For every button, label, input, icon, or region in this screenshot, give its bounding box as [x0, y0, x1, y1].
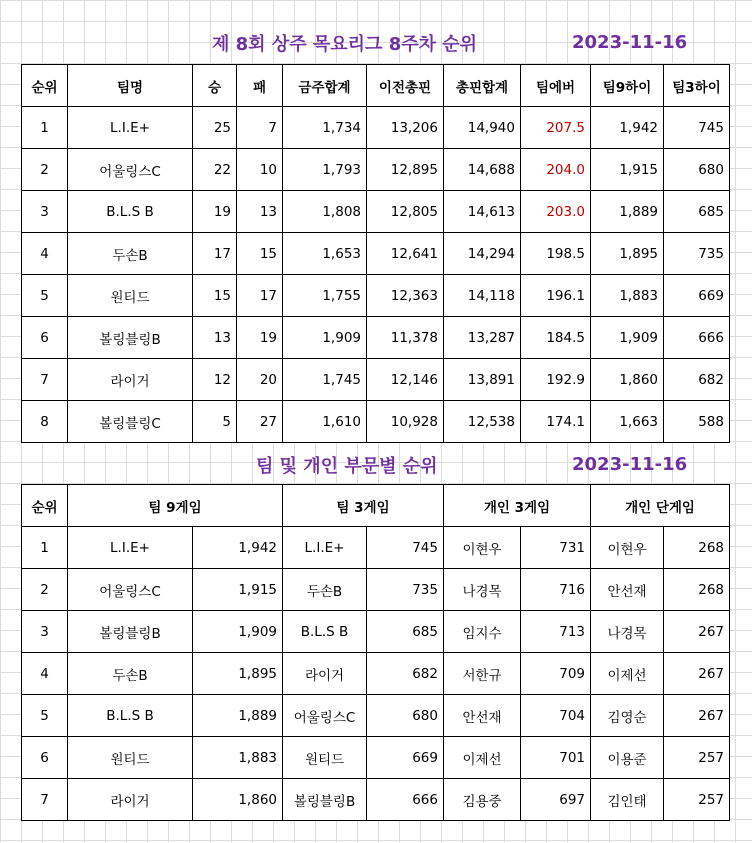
cell-team-avg: 207.5	[521, 107, 591, 149]
cell-rank: 6	[22, 317, 68, 359]
cell-prev-pins: 12,805	[367, 191, 444, 233]
cell-team9-score: 1,915	[193, 569, 283, 611]
cell-team3-score: 685	[367, 611, 444, 653]
cell-team9-score: 1,889	[193, 695, 283, 737]
cell-indiv-single-name: 이용준	[591, 737, 664, 779]
cell-team9-high: 1,663	[591, 401, 664, 443]
cell-team-avg: 196.1	[521, 275, 591, 317]
cell-team9-name: 볼링블링B	[68, 611, 193, 653]
cell-team9-name: 어울링스C	[68, 569, 193, 611]
cell-team-avg: 174.1	[521, 401, 591, 443]
cell-total-pins: 14,688	[444, 149, 521, 191]
league-date: 2023-11-16	[572, 32, 688, 53]
cell-losses: 10	[237, 149, 283, 191]
cell-indiv-single-name: 안선재	[591, 569, 664, 611]
cell-team3-name: 원티드	[283, 737, 367, 779]
cell-indiv-single-score: 267	[664, 611, 730, 653]
header-losses: 패	[237, 65, 283, 107]
cell-rank: 2	[22, 149, 68, 191]
cell-team9-high: 1,915	[591, 149, 664, 191]
table-row	[22, 191, 730, 233]
cell-team3-name: L.I.E+	[283, 527, 367, 569]
cell-wins: 15	[193, 275, 237, 317]
cell-rank: 1	[22, 527, 68, 569]
cell-total-pins: 12,538	[444, 401, 521, 443]
header-team-avg: 팀에버	[521, 65, 591, 107]
standings-table	[21, 64, 730, 443]
cell-team9-score: 1,860	[193, 779, 283, 821]
cell-team9-name: 라이거	[68, 779, 193, 821]
table-row	[22, 275, 730, 317]
cell-team3-high: 680	[664, 149, 730, 191]
cell-team3-high: 682	[664, 359, 730, 401]
cell-team9-score: 1,942	[193, 527, 283, 569]
cell-team3-name: B.L.S B	[283, 611, 367, 653]
cell-team-avg: 204.0	[521, 149, 591, 191]
cell-wins: 13	[193, 317, 237, 359]
cell-team3-score: 735	[367, 569, 444, 611]
cell-team3-high: 685	[664, 191, 730, 233]
cell-losses: 19	[237, 317, 283, 359]
table-row	[22, 359, 730, 401]
category-header-row	[22, 485, 730, 527]
cell-team9-high: 1,909	[591, 317, 664, 359]
header-indiv3: 개인 3게임	[444, 485, 591, 527]
cell-prev-pins: 12,641	[367, 233, 444, 275]
cell-rank: 5	[22, 275, 68, 317]
cell-wins: 25	[193, 107, 237, 149]
cell-losses: 20	[237, 359, 283, 401]
cell-team-avg: 184.5	[521, 317, 591, 359]
cell-team-avg: 203.0	[521, 191, 591, 233]
table-row	[22, 527, 730, 569]
cell-total-pins: 14,118	[444, 275, 521, 317]
cell-team9-high: 1,860	[591, 359, 664, 401]
cell-indiv3-name: 김용중	[444, 779, 521, 821]
cell-team-avg: 192.9	[521, 359, 591, 401]
cell-team9-name: B.L.S B	[68, 695, 193, 737]
cell-indiv3-name: 이제선	[444, 737, 521, 779]
cell-team: L.I.E+	[68, 107, 193, 149]
cell-rank: 2	[22, 569, 68, 611]
table-row	[22, 107, 730, 149]
cell-week-total: 1,808	[283, 191, 367, 233]
cell-losses: 27	[237, 401, 283, 443]
cell-indiv3-name: 나경목	[444, 569, 521, 611]
cell-team3-high: 666	[664, 317, 730, 359]
cell-rank: 3	[22, 611, 68, 653]
table-row	[22, 653, 730, 695]
cell-team3-high: 669	[664, 275, 730, 317]
cell-week-total: 1,734	[283, 107, 367, 149]
cell-team9-name: L.I.E+	[68, 527, 193, 569]
cell-team3-score: 745	[367, 527, 444, 569]
cell-team: 라이거	[68, 359, 193, 401]
cell-prev-pins: 12,895	[367, 149, 444, 191]
header-total-pins: 총핀합계	[444, 65, 521, 107]
cell-team: 볼링블링B	[68, 317, 193, 359]
cell-team3-score: 680	[367, 695, 444, 737]
cell-total-pins: 14,613	[444, 191, 521, 233]
table-row	[22, 695, 730, 737]
cell-indiv3-name: 안선재	[444, 695, 521, 737]
table-row	[22, 149, 730, 191]
cell-prev-pins: 12,363	[367, 275, 444, 317]
cell-total-pins: 13,891	[444, 359, 521, 401]
table-row	[22, 737, 730, 779]
cell-indiv-single-score: 257	[664, 737, 730, 779]
header-team9-high: 팀9하이	[591, 65, 664, 107]
league-title: 제 8회 상주 목요리그 8주차 순위	[212, 34, 478, 55]
cell-losses: 15	[237, 233, 283, 275]
cell-team9-high: 1,889	[591, 191, 664, 233]
cell-rank: 4	[22, 653, 68, 695]
cell-team3-high: 735	[664, 233, 730, 275]
cell-indiv3-score: 716	[521, 569, 591, 611]
cell-wins: 17	[193, 233, 237, 275]
cell-week-total: 1,745	[283, 359, 367, 401]
cell-indiv-single-score: 268	[664, 569, 730, 611]
cell-team: 어울링스C	[68, 149, 193, 191]
cell-losses: 13	[237, 191, 283, 233]
table-row	[22, 611, 730, 653]
table-row	[22, 233, 730, 275]
cell-total-pins: 14,294	[444, 233, 521, 275]
header-prev-pins: 이전총핀	[367, 65, 444, 107]
cell-team3-high: 745	[664, 107, 730, 149]
header-team9: 팀 9게임	[68, 485, 283, 527]
cell-team9-score: 1,895	[193, 653, 283, 695]
cell-team9-score: 1,909	[193, 611, 283, 653]
cell-indiv-single-score: 267	[664, 695, 730, 737]
cell-indiv3-name: 이현우	[444, 527, 521, 569]
header-week-total: 금주합계	[283, 65, 367, 107]
cell-team: 볼링블링C	[68, 401, 193, 443]
cell-indiv-single-name: 이제선	[591, 653, 664, 695]
cell-team3-name: 라이거	[283, 653, 367, 695]
cell-team9-score: 1,883	[193, 737, 283, 779]
category-date: 2023-11-16	[572, 454, 688, 475]
table-row	[22, 569, 730, 611]
cell-prev-pins: 12,146	[367, 359, 444, 401]
cell-indiv3-score: 697	[521, 779, 591, 821]
cell-week-total: 1,653	[283, 233, 367, 275]
cell-rank: 6	[22, 737, 68, 779]
cell-indiv3-score: 713	[521, 611, 591, 653]
cell-indiv-single-name: 김영순	[591, 695, 664, 737]
cell-indiv3-score: 701	[521, 737, 591, 779]
header-team3-high: 팀3하이	[664, 65, 730, 107]
cell-wins: 12	[193, 359, 237, 401]
category-table	[21, 484, 730, 821]
cell-indiv3-score: 709	[521, 653, 591, 695]
cell-wins: 5	[193, 401, 237, 443]
cell-indiv-single-score: 268	[664, 527, 730, 569]
cell-indiv3-score: 731	[521, 527, 591, 569]
header-rank: 순위	[22, 65, 68, 107]
cell-rank: 4	[22, 233, 68, 275]
cell-rank: 7	[22, 779, 68, 821]
cell-week-total: 1,610	[283, 401, 367, 443]
cell-week-total: 1,755	[283, 275, 367, 317]
cell-team3-name: 어울링스C	[283, 695, 367, 737]
cell-prev-pins: 11,378	[367, 317, 444, 359]
header-indiv-single: 개인 단게임	[591, 485, 730, 527]
cell-week-total: 1,793	[283, 149, 367, 191]
cell-indiv3-score: 704	[521, 695, 591, 737]
category-title: 팀 및 개인 부문별 순위	[256, 456, 438, 477]
cell-wins: 19	[193, 191, 237, 233]
cell-indiv-single-score: 267	[664, 653, 730, 695]
cell-rank: 3	[22, 191, 68, 233]
cell-team3-score: 682	[367, 653, 444, 695]
cell-rank: 7	[22, 359, 68, 401]
cell-losses: 17	[237, 275, 283, 317]
cell-team9-name: 원티드	[68, 737, 193, 779]
cell-week-total: 1,909	[283, 317, 367, 359]
header-rank: 순위	[22, 485, 68, 527]
standings-header-row	[22, 65, 730, 107]
cell-team9-high: 1,883	[591, 275, 664, 317]
cell-rank: 1	[22, 107, 68, 149]
cell-team: 두손B	[68, 233, 193, 275]
cell-team3-score: 669	[367, 737, 444, 779]
cell-team: 원티드	[68, 275, 193, 317]
cell-team3-name: 볼링블링B	[283, 779, 367, 821]
cell-team3-high: 588	[664, 401, 730, 443]
cell-indiv-single-name: 김인태	[591, 779, 664, 821]
cell-total-pins: 14,940	[444, 107, 521, 149]
cell-indiv-single-name: 나경목	[591, 611, 664, 653]
cell-indiv3-name: 서한규	[444, 653, 521, 695]
cell-team9-high: 1,942	[591, 107, 664, 149]
cell-losses: 7	[237, 107, 283, 149]
header-team3: 팀 3게임	[283, 485, 444, 527]
cell-team3-name: 두손B	[283, 569, 367, 611]
table-row	[22, 317, 730, 359]
cell-indiv3-name: 임지수	[444, 611, 521, 653]
cell-rank: 5	[22, 695, 68, 737]
cell-team: B.L.S B	[68, 191, 193, 233]
cell-team-avg: 198.5	[521, 233, 591, 275]
cell-prev-pins: 10,928	[367, 401, 444, 443]
cell-wins: 22	[193, 149, 237, 191]
cell-total-pins: 13,287	[444, 317, 521, 359]
header-team: 팀명	[68, 65, 193, 107]
table-row	[22, 779, 730, 821]
header-wins: 승	[193, 65, 237, 107]
cell-team9-high: 1,895	[591, 233, 664, 275]
cell-indiv-single-name: 이현우	[591, 527, 664, 569]
table-row	[22, 401, 730, 443]
cell-team9-name: 두손B	[68, 653, 193, 695]
cell-indiv-single-score: 257	[664, 779, 730, 821]
cell-rank: 8	[22, 401, 68, 443]
cell-prev-pins: 13,206	[367, 107, 444, 149]
cell-team3-score: 666	[367, 779, 444, 821]
